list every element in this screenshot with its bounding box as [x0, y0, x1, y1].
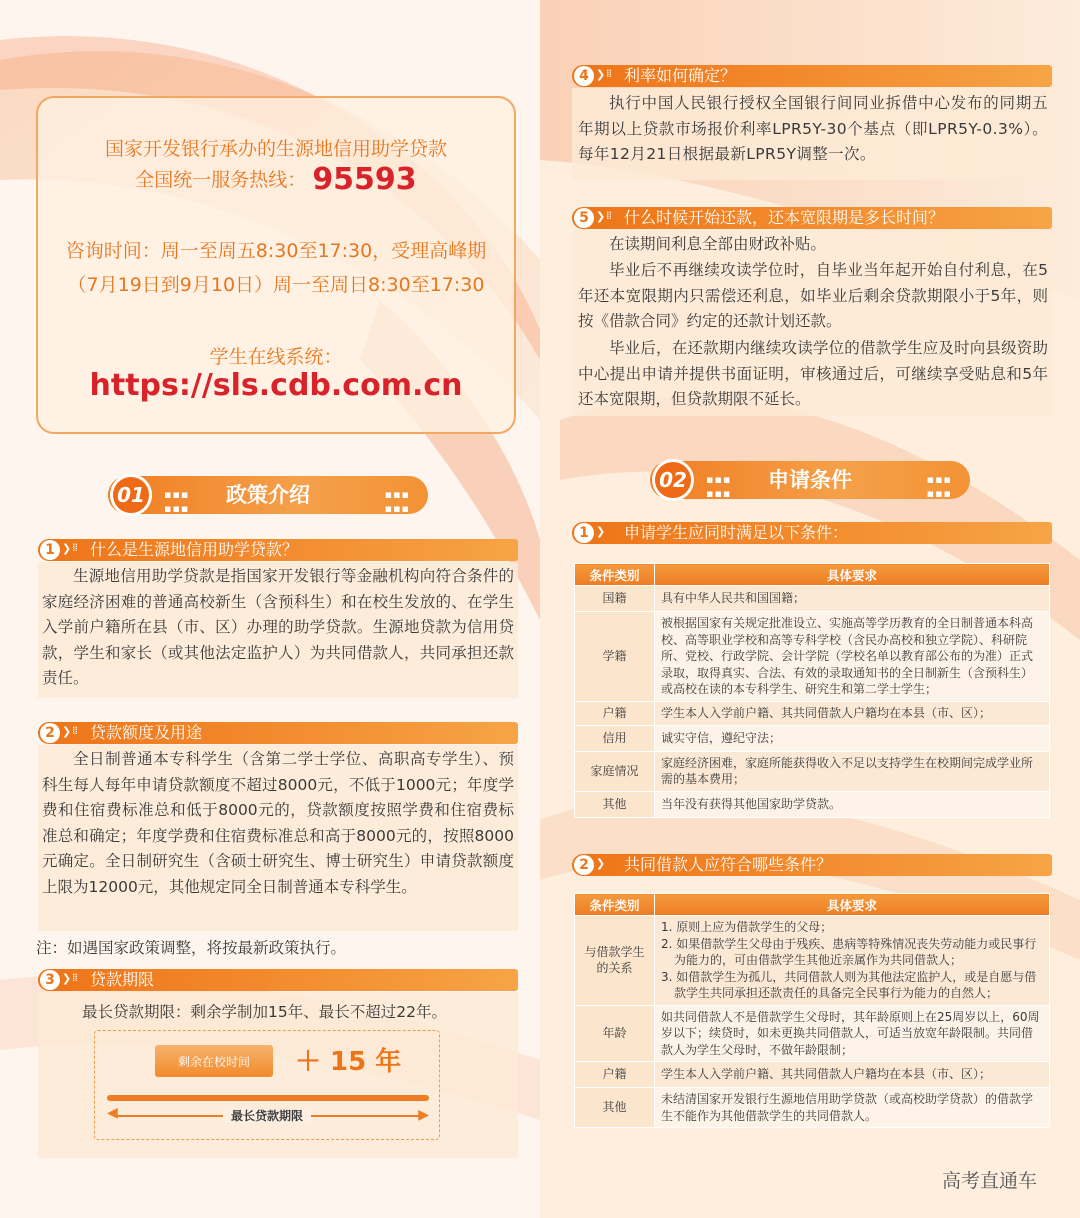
condition-category: 学籍	[575, 612, 655, 702]
answer-text: 生源地信用助学贷款是指国家开发银行等金融机构向符合条件的家庭经济困难的普通高校新生（含预科生）和在校生发放的、在学生入学前户籍所在县（市、区）办理的助学贷款。生源地贷款为信用贷款，学生和家长（或其他法定监护人）为共同借款人，共同承担还款责任。	[42, 567, 514, 688]
condition-category: 年龄	[575, 1005, 655, 1062]
table-row	[575, 1005, 1050, 1062]
condition-category: 其他	[575, 1088, 655, 1128]
table-row	[575, 725, 1050, 751]
question-bar-s2-2	[572, 854, 1052, 876]
section-number: 01	[110, 474, 152, 516]
dots-icon: ⁞⁞	[72, 971, 77, 984]
dots-icon: ⁞⁞	[606, 67, 611, 80]
answer-text: 全日制普通本专科学生（含第二学士学位、高职高专学生）、预科生每人每年申请贷款额度不超过8000元，不低于1000元；年度学费和住宿费标准总和低于8000元的，贷款额度按照学费和住宿费标准总和确定；年度学费和住宿费标准总和高于8000元的，按照8000元确定。全日制研究生（含硕士研究生、博士研究生）申请贷款额度上限为12000元，其他规定同全日制普通本专科学生。	[42, 750, 514, 896]
dots-icon: ⁞⁞	[606, 209, 611, 222]
table-header-row	[575, 564, 1050, 586]
arrow-right-icon: ▶	[418, 1107, 429, 1123]
condition-desc: 学生本人入学前户籍、其共同借款人户籍均在本县（市、区）；	[655, 701, 1050, 725]
hotline-number[interactable]: 95593	[312, 162, 417, 197]
answer-panel-4	[572, 88, 1052, 180]
condition-desc: 家庭经济困难，家庭所能获得收入不足以支持学生在校期间完成学业所需的基本费用；	[655, 751, 1050, 791]
list-item: 2. 如果借款学生父母由于残疾、患病等特殊情况丧失劳动能力或民事行为能力的，可由借款学生其他近亲属作为共同借款人；	[661, 936, 1037, 967]
question-number: 5	[574, 208, 594, 228]
dots-icon: ▪▪▪ ▪▪▪	[926, 473, 952, 500]
question-title: 贷款期限	[90, 970, 155, 989]
arrow-left-icon: ◀	[107, 1105, 118, 1121]
question-title: 利率如何确定？	[624, 66, 737, 85]
co-borrower-conditions-table	[574, 893, 1050, 1128]
condition-desc: 具有中华人民共和国国籍；	[655, 586, 1050, 612]
hotline-box	[36, 96, 516, 434]
condition-category: 与借款学生的关系	[575, 916, 655, 1006]
plus-years: ＋ 15 年	[295, 1047, 402, 1077]
loan-period-diagram	[94, 1030, 440, 1140]
max-period-label-text: 最长贷款期限	[223, 1109, 311, 1123]
hotline-label: 全国统一服务热线：	[135, 169, 307, 191]
condition-desc: 未结清国家开发银行生源地信用助学贷款（或高校助学贷款）的借款学生不能作为其他借款学生的共同借款人。	[655, 1088, 1050, 1128]
policy-note: 注：如遇国家政策调整，将按最新政策执行。	[36, 939, 347, 957]
question-bar-s2-1	[572, 522, 1052, 544]
hotline-number-line	[38, 162, 514, 197]
consult-hours-2: （7月19日到9月10日）周一至周日8:30至17:30	[67, 274, 485, 296]
answer-para-2: 毕业后不再继续攻读学位时，自毕业当年起开始自付利息，在5年还本宽限期内只需偿还利息，如毕业后剩余贷款期限小于5年，则按《借款合同》约定的还款计划还款。	[578, 261, 1048, 331]
max-period-label	[95, 1107, 439, 1124]
table-header-row	[575, 894, 1050, 916]
list-item: 1. 原则上应为借款学生的父母；	[661, 920, 833, 934]
max-term-text: 最长贷款期限：剩余学制加15年、最长不超过22年。	[82, 1003, 447, 1021]
chevron-right-icon: ❯	[596, 210, 606, 223]
condition-category: 信用	[575, 725, 655, 751]
condition-desc: 如共同借款人不是借款学生父母时，其年龄原则上在25周岁以上，60周岁以下；续贷时，如未更换共同借款人，可适当放宽年龄限制。共同借款人为学生父母时，不做年龄限制；	[655, 1005, 1050, 1062]
table-row	[575, 751, 1050, 791]
answer-panel-2	[38, 745, 518, 931]
dots-icon: ⁞⁞	[72, 541, 77, 554]
remaining-school-time-pill: 剩余在校时间	[155, 1045, 273, 1077]
hotline-title: 国家开发银行承办的生源地信用助学贷款	[104, 138, 447, 160]
answer-para-1: 在读期间利息全部由财政补贴。	[609, 235, 827, 253]
question-bar-1	[38, 539, 518, 561]
chevron-right-icon: ❯	[596, 857, 606, 870]
condition-desc: 被根据国家有关规定批准设立、实施高等学历教育的全日制普通本科高校、高等职业学校和高等专科学校（含民办高校和独立学院）、科研院所、党校、行政学院、会计学院（学校名单以教育部公布的为准）正式录取，取得真实、合法、有效的录取通知书的全日制新生（含预科生）或高校在读的本专科学生、研究生和第二学士学生；	[655, 612, 1050, 702]
table-row	[575, 791, 1050, 817]
question-title: 什么是生源地信用助学贷款？	[90, 540, 299, 559]
table-row	[575, 916, 1050, 1006]
chevron-right-icon: ❯	[62, 542, 72, 555]
list-item: 3. 如借款学生为孤儿，共同借款人则为其他法定监护人，或是自愿与借款学生共同承担还款责任的具备完全民事行为能力的自然人；	[661, 969, 1037, 1000]
consult-hours-1: 咨询时间：周一至周五8:30至17:30，受理高峰期	[65, 240, 487, 262]
question-title: 共同借款人应符合哪些条件？	[624, 855, 833, 874]
table-row	[575, 1088, 1050, 1128]
condition-desc: 诚实守信，遵纪守法；	[655, 725, 1050, 751]
question-number: 3	[40, 970, 60, 990]
question-title: 什么时候开始还款，还本宽限期是多长时间？	[624, 208, 945, 227]
student-conditions-table	[574, 563, 1050, 818]
question-number: 1	[574, 523, 594, 543]
table-row	[575, 701, 1050, 725]
relation-list	[661, 919, 1043, 1002]
table-header-cell: 具体要求	[655, 564, 1050, 586]
condition-category: 家庭情况	[575, 751, 655, 791]
answer-panel-5	[572, 230, 1052, 416]
question-title: 申请学生应同时满足以下条件：	[624, 523, 849, 542]
dots-icon: ▪▪▪ ▪▪▪	[164, 488, 190, 515]
condition-category: 国籍	[575, 586, 655, 612]
condition-desc: 学生本人入学前户籍、其共同借款人户籍均在本县（市、区）；	[655, 1062, 1050, 1088]
question-bar-2	[38, 722, 518, 744]
table-header-cell: 具体要求	[655, 894, 1050, 916]
chevron-right-icon: ❯	[596, 525, 606, 538]
table-row	[575, 1062, 1050, 1088]
question-number: 1	[40, 540, 60, 560]
answer-panel-1	[38, 562, 518, 698]
chevron-right-icon: ❯	[62, 972, 72, 985]
question-bar-4	[572, 65, 1052, 87]
online-system-label: 学生在线系统：	[209, 346, 343, 368]
condition-category: 其他	[575, 791, 655, 817]
question-bar-5	[572, 207, 1052, 229]
answer-para-3: 毕业后，在还款期内继续攻读学位的借款学生应及时向县级资助中心提出申请并提供书面证明，审核通过后，可继续享受贴息和5年还本宽限期，但贷款期限不延长。	[578, 339, 1048, 409]
question-title: 贷款额度及用途	[90, 723, 203, 742]
dots-icon: ▪▪▪ ▪▪▪	[384, 488, 410, 515]
section-title: 政策介绍	[226, 483, 310, 507]
dots-icon: ▪▪▪ ▪▪▪	[706, 473, 732, 500]
section-title: 申请条件	[768, 468, 852, 492]
dots-icon: ⁞⁞	[72, 724, 77, 737]
section-header-conditions	[650, 461, 970, 499]
condition-category: 户籍	[575, 1062, 655, 1088]
condition-desc	[655, 916, 1050, 1006]
question-number: 2	[574, 855, 594, 875]
chevron-right-icon: ❯	[62, 725, 72, 738]
table-row	[575, 586, 1050, 612]
online-system-url[interactable]: https://sls.cdb.com.cn	[89, 368, 463, 403]
condition-desc: 当年没有获得其他国家助学贷款。	[655, 791, 1050, 817]
question-bar-3	[38, 969, 518, 991]
condition-category: 户籍	[575, 701, 655, 725]
section-number: 02	[652, 459, 694, 501]
table-header-cell: 条件类别	[575, 894, 655, 916]
question-number: 2	[40, 723, 60, 743]
answer-text: 执行中国人民银行授权全国银行间同业拆借中心发布的同期五年期以上贷款市场报价利率LPR5Y-30个基点（即LPR5Y-0.3%）。每年12月21日根据最新LPR5Y调整一次。	[578, 94, 1048, 164]
table-header-cell: 条件类别	[575, 564, 655, 586]
period-bar	[107, 1095, 429, 1101]
section-header-policy	[108, 476, 428, 514]
chevron-right-icon: ❯	[596, 68, 606, 81]
watermark: 高考直通车	[942, 1170, 1038, 1192]
table-row	[575, 612, 1050, 702]
question-number: 4	[574, 66, 594, 86]
